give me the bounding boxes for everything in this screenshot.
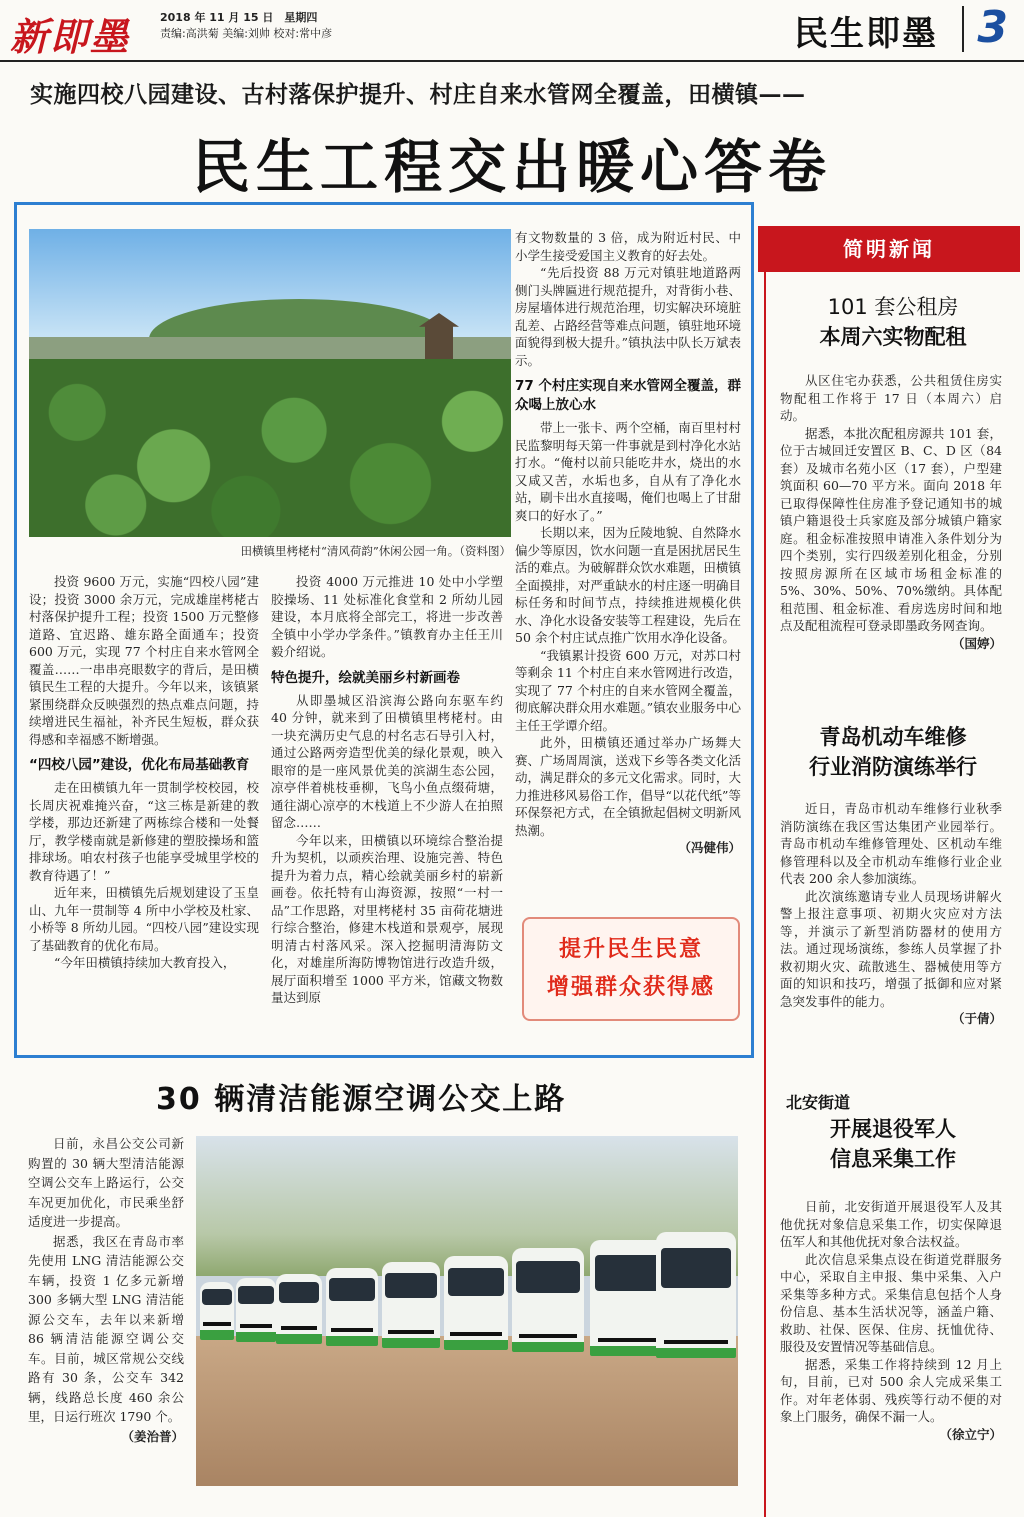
paragraph: 带上一张卡、两个空桶，南百里村村民监黎明每天第一件事就是到村净化水站打水。“俺村以前只能吃井水，烧出的水又咸又苦，水垢也多，自从有了净化水站，刷卡出水直接喝，俺们也喝上了甘甜爽口的好水了。” xyxy=(515,420,741,523)
paragraph: 从区住宅办获悉，公共租赁住房实物配租工作将于 17 日（本周六）启动。 xyxy=(780,373,1002,423)
news1-headline xyxy=(766,292,1020,352)
news1-title-line2: 本周六实物配租 xyxy=(819,325,967,349)
byline: （国婷） xyxy=(951,635,1002,651)
bus-story-title: 30 辆清洁能源空调公交上路 xyxy=(156,1082,567,1117)
bus-shape xyxy=(276,1274,322,1344)
bus-shape xyxy=(382,1262,440,1348)
byline: （于倩） xyxy=(951,1011,1002,1026)
paragraph: “我镇累计投资 600 万元，对苏口村等剩余 11 个村庄自来水管网进行改造，实现了 77 个村庄的自来水管网全覆盖，彻底解决群众用水难题。”镇农业服务中心主任王学谭介绍。 xyxy=(515,647,741,733)
lotus-leaves xyxy=(29,359,511,537)
paragraph: 日前，北安街道开展退役军人及其他优抚对象信息采集工作，切实保障退伍军人和其他优抚对象合法权益。 xyxy=(780,1199,1002,1249)
paragraph: 投资 9600 万元，实施“四校八园”建设；投资 3000 余万元，完成雄崖栲栳古村落保护提升工程；投资 1500 万元整修道路、宜迟路、雄东路全面通车；投资 600 万元，实现 77 个村庄自来水管网全覆盖……一串串亮眼数字的背后，是田横镇民生工程的大提升。今年以来，该镇紧紧围绕群众反映强烈的热点难点问题，持续增进民生福祉，补齐民生短板，群众获得感和幸福感不断增强。 xyxy=(29,574,259,747)
slogan-box xyxy=(522,917,740,1021)
news3-body xyxy=(780,1198,1002,1443)
news1-body xyxy=(780,372,1002,652)
paragraph: 此外，田横镇还通过举办广场舞大赛、广场周周演，送戏下乡等各类文化活动，满足群众的多元文化需求。同时，大力推进移风易俗工作，倡导“以花代纸”等环保祭祀方式，在全镇掀起倡树文明新风热潮。 xyxy=(515,735,741,838)
masthead xyxy=(0,0,1024,62)
slogan-line-1: 提升民生民意 xyxy=(558,937,703,962)
lead-feature-box xyxy=(14,202,754,1058)
subheading-education: “四校八园”建设，优化布局基础教育 xyxy=(29,757,250,773)
bus-shape xyxy=(444,1256,508,1350)
photo-caption: 田横镇里栲栳村“清风荷韵”休闲公园一角。（资料图） xyxy=(240,544,511,558)
page-number: 3 xyxy=(977,2,1008,53)
lead-kicker: 实施四校八园建设、古村落保护提升、村庄自来水管网全覆盖，田横镇—— xyxy=(30,81,806,108)
paragraph: 有文物数量的 3 倍，成为附近村民、中小学生接受爱国主义教育的好去处。 xyxy=(515,230,741,263)
news3-headline xyxy=(766,1092,1020,1174)
news3-pre-title: 北安街道 xyxy=(786,1093,851,1112)
byline: （冯健伟） xyxy=(678,840,741,855)
paragraph: 据悉，我区在青岛市率先使用 LNG 清洁能源公交车辆，投资 1 亿多元新增 300 多辆大型 LNG 清洁能源公交车，去年以来新增 86 辆清洁能源空调公交车。目前，城区常规公交线路有 30 条，公交车 342 辆，线路总长度 460 余公里，日运行班次 1790 个。 xyxy=(28,1233,184,1424)
byline: （徐立宁） xyxy=(939,1426,1002,1442)
issue-meta xyxy=(160,10,332,42)
page-number-divider xyxy=(962,6,964,52)
subheading-village: 特色提升，绘就美丽乡村新画卷 xyxy=(271,669,460,686)
newspaper-logo: 新即墨 xyxy=(10,14,131,59)
news3-title-line2: 信息采集工作 xyxy=(830,1147,956,1171)
paragraph: 近年来，田横镇先后规划建设了玉皇山、九年一贯制等 4 所中小学校及杜家、小桥等 8 所幼儿园。“四校八园”建设实现了基础教育的优化布局。 xyxy=(29,885,259,953)
editor-credits: 责编:高洪菊 美编:刘帅 校对:常中彦 xyxy=(160,27,333,40)
bus-shape xyxy=(236,1278,276,1342)
paragraph: “先后投资 88 万元对镇驻地道路两侧门头牌匾进行规范提升，对背街小巷、房屋墙体进行规范治理，切实解决环境脏乱差、占路经营等难点问题，镇驻地环境面貌得到极大提升。”镇执法中队长万斌表示。 xyxy=(515,265,741,368)
slogan-line-2: 增强群众获得感 xyxy=(546,975,715,1000)
sidebar-banner: 简明新闻 xyxy=(758,226,1020,272)
paragraph: 日前，永昌公交公司新购置的 30 辆大型清洁能源空调公交车上路运行，公交车况更加优化，市民乘坐舒适度进一步提高。 xyxy=(28,1136,184,1229)
bus-shape xyxy=(200,1282,234,1340)
news2-title-line1: 青岛机动车维修 xyxy=(819,725,967,749)
news2-body xyxy=(780,800,1002,1028)
bus-story-body xyxy=(28,1134,184,1446)
sidebar-divider xyxy=(764,272,766,1517)
news-brief-sidebar xyxy=(756,226,1024,1517)
lead-title: 民生工程交出暖心答卷 xyxy=(191,133,832,201)
bus-shape xyxy=(656,1232,736,1358)
lead-column-1 xyxy=(29,573,259,972)
paragraph: 长期以来，因为丘陵地貌、自然降水偏少等原因，饮水问题一直是困扰居民生活的难点。为破解群众饮水难题，田横镇全面摸排，对严重缺水的村庄逐一明确目标任务和时间节点，持续推进规模化供水、净化水设备安装等工程建设，先后在 50 余个村庄试点推广饮用水净化设备。 xyxy=(515,525,741,645)
lotus-park-photo xyxy=(29,229,511,537)
paragraph: 此次信息采集点设在街道党群服务中心，采取自主申报、集中采集、入户采集等多种方式。采集信息包括个人身份信息、基本生活状况等，涵盖户籍、救助、社保、医保、住房、抚恤优待、服役及安置情况等基础信息。 xyxy=(780,1251,1002,1354)
paragraph: 从即墨城区沿滨海公路向东驱车约 40 分钟，就来到了田横镇里栲栳村。由一块充满历史气息的村名志石导引入村，通过公路两旁造型优美的绿化景观，映入眼帘的是一座风景优美的滨湖生态公园，凉亭伴着桃枝垂柳，飞鸟小鱼点缀荷塘，通往湖心凉亭的木栈道上不少游人在拍照留念…… xyxy=(271,692,503,830)
paragraph: 据悉，采集工作将持续到 12 月上旬，目前，已对 500 余人完成采集工作。对年老体弱、残疾等行动不便的对象上门服务，确保不漏一人。 xyxy=(780,1356,1002,1424)
news2-title-line2: 行业消防演练举行 xyxy=(809,755,977,779)
section-title: 民生即墨 xyxy=(794,14,938,54)
news3-title-line1: 开展退役军人 xyxy=(830,1117,956,1141)
paragraph: 此次演练邀请专业人员现场讲解火警上报注意事项、初期火灾应对方法等，并演示了新型消防器材的使用方法。通过现场演练，参练人员掌握了扑救初期火灾、疏散逃生、器械使用等方面的知识和技巧，增强了抵御和应对紧急突发事件的能力。 xyxy=(780,888,1002,1009)
paragraph: 投资 4000 万元推进 10 处中小学塑胶操场、11 处标准化食堂和 2 所幼儿园建设，本月底将全部完工，将进一步改善全镇中小学办学条件。”镇教育办主任王川毅介绍说。 xyxy=(271,574,503,659)
photo-ground xyxy=(196,1336,738,1486)
bus-shape xyxy=(326,1268,378,1346)
byline: （姜治普） xyxy=(121,1428,184,1444)
bus-fleet-photo xyxy=(196,1136,738,1486)
paragraph: 走在田横镇九年一贯制学校校园，校长周庆祝难掩兴奋，“这三栋是新建的教学楼，那边还新建了两栋综合楼和一处餐厅，教学楼南就是新修建的塑胶操场和篮排球场。咱农村孩子也能享受城里学校的教育待遇了！” xyxy=(29,780,259,883)
news2-headline xyxy=(766,722,1020,782)
paragraph: 据悉，本批次配租房源共 101 套，位于古城回迁安置区 B、C、D 区（84 套）及城市名苑小区（17 套），户型建筑面积 60—70 平方米。面向 2018 年已取得保障性住房准予登记通知书的城镇户籍退役士兵家庭及部分城镇户籍家庭。租金标准按照申请准入条件划分为四个类别，实行四级差别化租金，分别按照房源所在区域市场租金标准的 5%、30%、50%、70%缴纳。具体配租范围、租金标准、看房选房时间和地点及配租流程可登录即墨政务网查询。 xyxy=(780,425,1002,633)
bus-shape xyxy=(512,1248,584,1352)
issue-date: 2018 年 11 月 15 日 星期四 xyxy=(160,11,318,24)
paragraph: 近日，青岛市机动车维修行业秋季消防演练在我区雪达集团产业园举行。青岛市机动车维修管理处、区机动车维修管理科以及全市机动车维修行业企业代表 200 余人参加演练。 xyxy=(780,801,1002,886)
paragraph: “今年田横镇持续加大教育投入， xyxy=(54,955,236,970)
paragraph: 今年以来，田横镇以环境综合整治提升为契机，以顽疾治理、设施完善、特色提升为着力点，精心绘就美丽乡村的崭新画卷。依托特有山海资源，按照“一村一品”工作思路，对里栲栳村 35 亩荷花塘进行综合整治，修建木栈道和景观亭，展现明清古村落风采。深入挖掘明清海防文化，对雄崖所海防博物馆进行改造升级，展厅面积增至 1000 平方米，馆藏文物数量达到原 xyxy=(271,832,503,1005)
lead-column-3 xyxy=(515,229,741,857)
news1-title-line1: 101 套公租房 xyxy=(827,295,959,319)
lead-column-2 xyxy=(271,573,503,1007)
subheading-water: 77 个村庄实现自来水管网全覆盖，群众喝上放心水 xyxy=(515,378,741,413)
